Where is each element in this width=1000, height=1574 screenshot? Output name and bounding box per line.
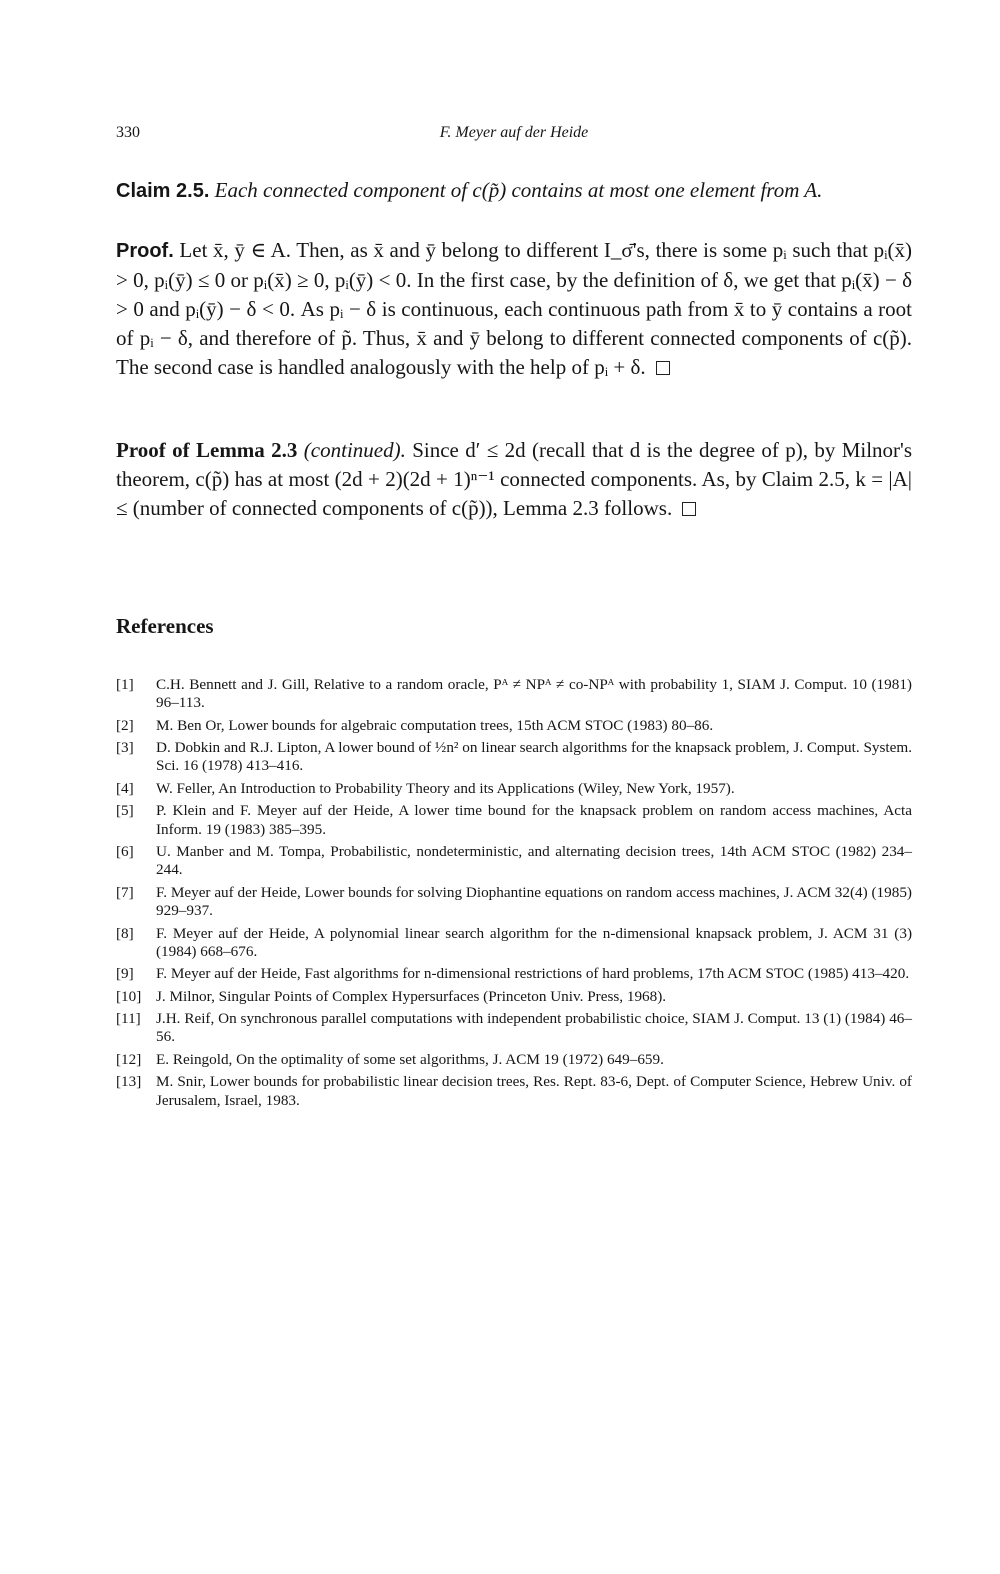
page-header (116, 124, 912, 148)
reference-text: W. Feller, An Introduction to Probability Theory and its Applications (Wiley, New York, 1957). (156, 779, 735, 797)
reference-item (116, 965, 912, 983)
reference-number: [8] (116, 924, 134, 942)
reference-item (116, 843, 912, 879)
lemma-proof-paragraph (116, 436, 912, 523)
reference-number: [11] (116, 1010, 141, 1028)
reference-text: F. Meyer auf der Heide, Fast algorithms for n-dimensional restrictions of hard problems, 17th ACM STOC (1985) 413–420. (156, 965, 910, 983)
reference-item (116, 1073, 912, 1109)
reference-number: [3] (116, 739, 134, 757)
reference-item (116, 1051, 912, 1069)
reference-item (116, 884, 912, 920)
reference-text: D. Dobkin and R.J. Lipton, A lower bound of ½n² on linear search algorithms for the knapsack problem, J. Comput. System. Sci. 16 (1978) 413–416. (156, 739, 912, 775)
references-heading: References (116, 614, 214, 638)
reference-number: [10] (116, 987, 142, 1005)
reference-text: P. Klein and F. Meyer auf der Heide, A lower time bound for the knapsack problem on random access machines, Acta Inform. 19 (1983) 385–395. (156, 802, 912, 838)
reference-text: M. Ben Or, Lower bounds for algebraic computation trees, 15th ACM STOC (1983) 80–86. (156, 716, 714, 734)
running-head: F. Meyer auf der Heide (439, 124, 589, 141)
reference-item (116, 988, 912, 1006)
page-number: 330 (116, 124, 140, 141)
claim-text: Each connected component of c(p̃) contains at most one element from A. (214, 178, 823, 202)
reference-number: [2] (116, 716, 134, 734)
reference-text: E. Reingold, On the optimality of some set algorithms, J. ACM 19 (1972) 649–659. (156, 1050, 664, 1068)
qed-box-icon (656, 361, 670, 375)
reference-item (116, 780, 912, 798)
reference-number: [5] (116, 802, 134, 820)
qed-box-icon (682, 502, 696, 516)
reference-item (116, 676, 912, 712)
reference-number: [7] (116, 883, 134, 901)
proof-text: Let x̄, ȳ ∈ A. Then, as x̄ and ȳ belong to different I_σ̄'s, there is some pᵢ such that pᵢ(x̄) > 0, pᵢ(ȳ) ≤ 0 or pᵢ(x̄) ≥ 0, pᵢ(ȳ) < 0. In the first case, by the definition of δ, we get that pᵢ(x̄) − δ > 0 and pᵢ(ȳ) − δ < 0. As pᵢ − δ is continuous, each continuous path from x̄ to ȳ contains a root of pᵢ − δ, and therefore of p̃. Thus, x̄ and ȳ belong to different connected components of c(p̃). The second case is handled analogously with the help of pᵢ + δ. (116, 238, 913, 379)
reference-number: [6] (116, 843, 134, 861)
reference-text: J. Milnor, Singular Points of Complex Hypersurfaces (Princeton Univ. Press, 1968). (156, 987, 667, 1005)
reference-item (116, 1010, 912, 1046)
reference-number: [13] (116, 1073, 142, 1091)
reference-text: J.H. Reif, On synchronous parallel computations with independent probabilistic choice, SIAM J. Comput. 13 (1) (1984) 46–56. (156, 1010, 912, 1046)
reference-text: F. Meyer auf der Heide, A polynomial linear search algorithm for the n-dimensional knapsack problem, J. ACM 31 (3) (1984) 668–676. (156, 924, 912, 960)
reference-item (116, 802, 912, 838)
reference-text: C.H. Bennett and J. Gill, Relative to a random oracle, Pᴬ ≠ NPᴬ ≠ co-NPᴬ with probability 1, SIAM J. Comput. 10 (1981) 96–113. (156, 676, 912, 712)
claim-label: Claim 2.5. (116, 180, 210, 202)
lemma-text: Since d′ ≤ 2d (recall that d is the degree of p), by Milnor's theorem, c(p̃) has at most (2d + 2)(2d + 1)ⁿ⁻¹ connected components. As, by Claim 2.5, k = |A| ≤ (number of connected components of c(p̃)), Lemma 2.3 follows. (116, 438, 913, 520)
reference-item (116, 717, 912, 735)
reference-number: [12] (116, 1050, 142, 1068)
reference-item (116, 925, 912, 961)
lemma-label-suffix: (continued). (303, 438, 406, 462)
claim-2-5 (116, 176, 912, 206)
lemma-label: Proof of Lemma 2.3 (116, 438, 298, 462)
reference-number: [9] (116, 965, 134, 983)
reference-text: U. Manber and M. Tompa, Probabilistic, nondeterministic, and alternating decision trees, 14th ACM STOC (1982) 234–244. (156, 843, 912, 879)
reference-number: [1] (116, 676, 134, 693)
proof-label: Proof. (116, 240, 174, 262)
reference-text: F. Meyer auf der Heide, Lower bounds for solving Diophantine equations on random access machines, J. ACM 32(4) (1985) 929–937. (156, 883, 912, 920)
reference-number: [4] (116, 779, 134, 797)
reference-text: M. Snir, Lower bounds for probabilistic linear decision trees, Res. Rept. 83-6, Dept. of Computer Science, Hebrew Univ. of Jerusalem, Israel, 1983. (156, 1073, 912, 1109)
proof-paragraph (116, 236, 912, 382)
reference-list (116, 676, 912, 1114)
reference-item (116, 739, 912, 775)
